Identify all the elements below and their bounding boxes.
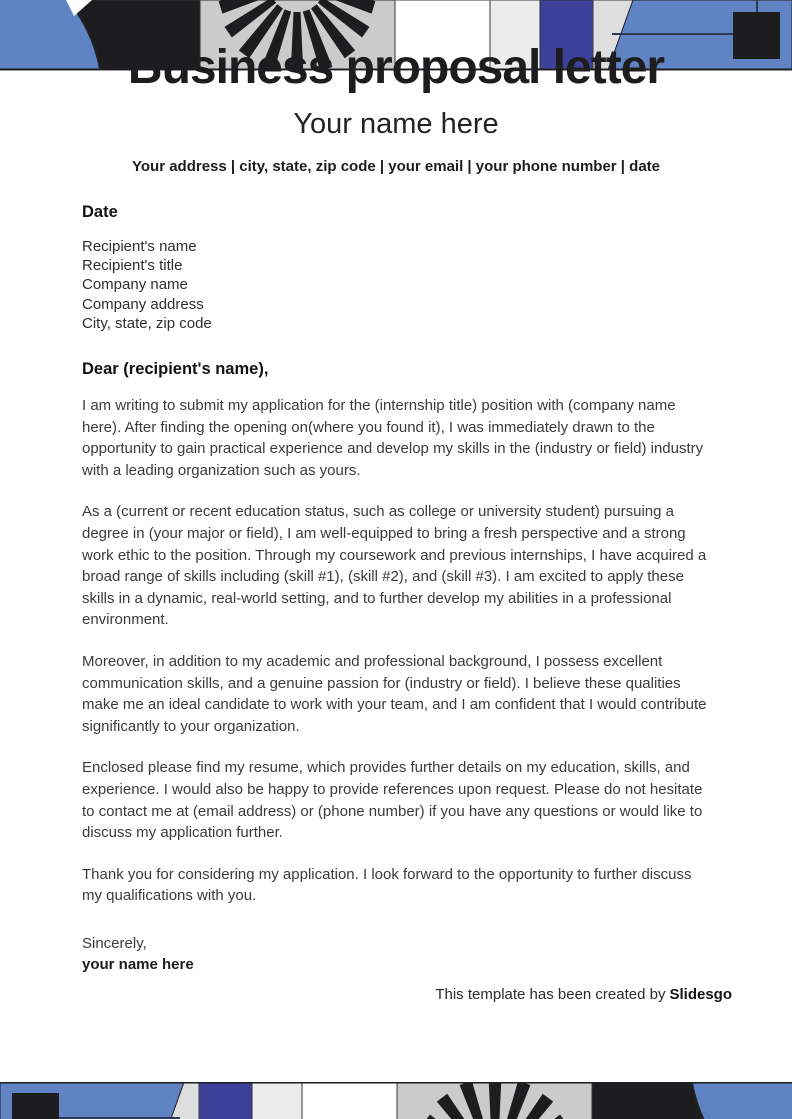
decorative-band-bottom [0,1082,792,1119]
paragraph-resume: Enclosed please find my resume, which provides further details on my education, skills, and experience. I would also be happy to provide references upon request. Please do not hesitate to contact me at (email address) or (phone number) if you have any questions or would like to discuss my application further. [82,759,703,842]
paragraph-qualities: Moreover, in addition to my academic and professional background, I possess excellent communication skills, and a genuine passion for (industry or field). I believe these qualities make me an ideal candidate to work with your team, and I am confident that I would contribute significantly to your organization. [82,652,707,735]
credit-text: This template has been created by [435,985,666,1003]
paragraph-education: As a (current or recent education status, such as college or university student) pursuing a degree in (your major or field), I am well-equipped to bring a fresh perspective and a strong work ethic to the position. Through my coursework and previous internships, I have acquired a broad range of skills including (skill #1), (skill #2), and (skill #3). I am excited to apply these skills in a dynamic, real-world setting, and to further develop my abilities in a professional environment. [82,503,707,629]
company-city-state-zip: City, state, zip code [82,314,212,332]
company-name: Company name [82,276,188,294]
company-address: Company address [82,295,204,313]
contact-line: Your address | city, state, zip code | your email | your phone number | date [131,158,661,175]
template-credit [82,985,732,1005]
paragraph-intro: I am writing to submit my application for the (internship title) position with (company name here). After finding the opening on(where you found it), I was immediately drawn to the opportunity to gain practical experience and develop my skills in the (industry or field) industry with a leading organization such as yours. [82,397,704,479]
geometric-band-graphic-rotated [0,1082,792,1119]
letter-content [0,40,792,1005]
paragraph-thanks: Thank you for considering my application. I look forward to the opportunity to further discuss my qualifications with you. [82,865,692,905]
credit-brand: Slidesgo [669,985,732,1003]
date-heading: Date [82,203,118,221]
recipient-name: Recipient's name [82,238,197,255]
sender-name: Your name here [293,108,499,140]
closing: Sincerely, [82,934,147,952]
signature-name: your name here [82,956,194,974]
recipient-block [82,237,710,333]
page-title: Business proposal letter [127,41,665,94]
recipient-title: Recipient's title [82,257,183,275]
salutation: Dear (recipient's name), [82,360,269,379]
